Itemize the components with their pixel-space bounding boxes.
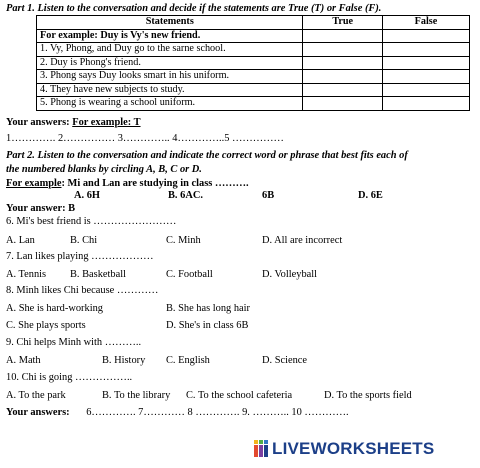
example-option-d: D. 6E xyxy=(358,190,383,201)
part2-answers-label: Your answers: xyxy=(6,407,70,418)
q10-option-c[interactable]: C. To the school cafeteria xyxy=(186,390,293,401)
answers-example: For example: T xyxy=(72,117,141,128)
part1-answer-blanks[interactable]: 1…………. 2…………… 3………….. 4…………..5 …………… xyxy=(6,133,284,144)
header-statements: Statements xyxy=(37,16,303,30)
q8-option-b[interactable]: B. She has long hair xyxy=(166,303,250,314)
cell-false[interactable] xyxy=(382,83,469,97)
cell-false[interactable] xyxy=(382,29,469,43)
q6-option-a[interactable]: A. Lan xyxy=(6,235,35,246)
header-true: True xyxy=(303,16,382,30)
example-option-c: 6B xyxy=(262,190,275,201)
question-6: 6. Mi's best friend is …………………… xyxy=(6,216,177,227)
answers-label: Your answers: xyxy=(6,117,70,128)
q8-option-d[interactable]: D. She's in class 6B xyxy=(166,320,249,331)
cell-false[interactable] xyxy=(382,43,469,57)
example-label: For example xyxy=(6,178,62,189)
liveworksheets-logo-text: LIVEWORKSHEETS xyxy=(272,439,435,458)
cell-false[interactable] xyxy=(382,56,469,70)
part1-title: Part 1. Listen to the conversation and decide if the statements are True (T) or False (F). xyxy=(6,3,382,14)
q8-option-c[interactable]: C. She plays sports xyxy=(6,320,86,331)
cell-true[interactable] xyxy=(303,43,382,57)
statement-3: 3. Phong says Duy looks smart in his uniform. xyxy=(37,70,303,84)
cell-false[interactable] xyxy=(382,97,469,111)
cell-true[interactable] xyxy=(303,29,382,43)
statements-table xyxy=(36,15,470,111)
example-statement: For example: Duy is Vy's new friend. xyxy=(37,29,303,43)
q7-option-b[interactable]: B. Basketball xyxy=(70,269,126,280)
q8-option-a[interactable]: A. She is hard-working xyxy=(6,303,103,314)
q9-option-a[interactable]: A. Math xyxy=(6,355,41,366)
cell-true[interactable] xyxy=(303,97,382,111)
liveworksheets-logo xyxy=(254,440,434,457)
question-7: 7. Lan likes playing ……………… xyxy=(6,251,154,262)
example-answer: Your answer: B xyxy=(6,203,76,214)
question-8: 8. Minh likes Chi because ………… xyxy=(6,285,159,296)
q7-option-d[interactable]: D. Volleyball xyxy=(262,269,318,280)
q7-option-c[interactable]: C. Football xyxy=(166,269,213,280)
q7-option-a[interactable]: A. Tennis xyxy=(6,269,47,280)
part2-title-line1: Part 2. Listen to the conversation and indicate the correct word or phrase that best fits each of xyxy=(6,150,408,161)
statement-5: 5. Phong is wearing a school uniform. xyxy=(37,97,303,111)
example-text: : Mi and Lan are studying in class ………. xyxy=(61,178,249,189)
example-option-b: B. 6AC. xyxy=(168,190,203,201)
part2-title-line2: the numbered blanks by circling A, B, C or D. xyxy=(6,164,202,175)
part2-answers-row xyxy=(6,408,349,418)
q9-option-b[interactable]: B. History xyxy=(102,355,146,366)
example-option-a: A. 6H xyxy=(74,190,100,201)
q6-option-c[interactable]: C. Minh xyxy=(166,235,201,246)
part2-answer-blanks[interactable]: 6…………. 7………… 8 …………. 9. ……….. 10 …………. xyxy=(86,407,349,418)
part2-example xyxy=(6,179,249,189)
cell-true[interactable] xyxy=(303,70,382,84)
q9-option-d[interactable]: D. Science xyxy=(262,355,308,366)
q6-option-b[interactable]: B. Chi xyxy=(70,235,98,246)
header-false: False xyxy=(382,16,469,30)
statement-2: 2. Duy is Phong's friend. xyxy=(37,56,303,70)
statement-4: 4. They have new subjects to study. xyxy=(37,83,303,97)
q10-option-d[interactable]: D. To the sports field xyxy=(324,390,412,401)
question-10: 10. Chi is going …………….. xyxy=(6,372,133,383)
statement-1: 1. Vy, Phong, and Duy go to the sarne school. xyxy=(37,43,303,57)
part1-answers-row xyxy=(6,118,141,128)
liveworksheets-logo-icon xyxy=(254,440,268,457)
cell-true[interactable] xyxy=(303,83,382,97)
cell-true[interactable] xyxy=(303,56,382,70)
q10-option-a[interactable]: A. To the park xyxy=(6,390,66,401)
q6-option-d[interactable]: D. All are incorrect xyxy=(262,235,343,246)
q10-option-b[interactable]: B. To the library xyxy=(102,390,171,401)
question-9: 9. Chi helps Minh with ……….. xyxy=(6,337,142,348)
q9-option-c[interactable]: C. English xyxy=(166,355,210,366)
cell-false[interactable] xyxy=(382,70,469,84)
